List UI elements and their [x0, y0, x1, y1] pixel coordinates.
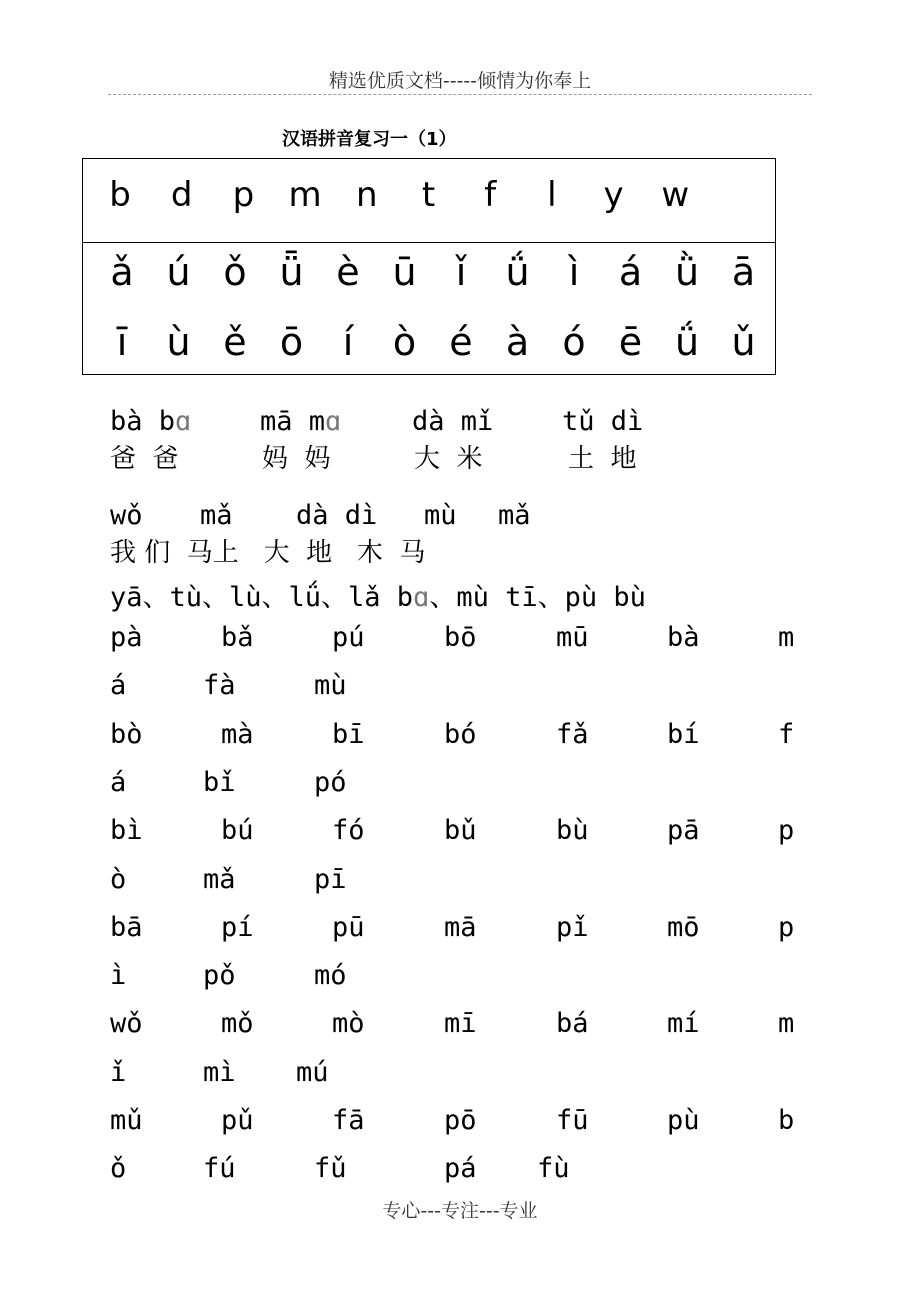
word-pinyin: tǔ dì [562, 406, 644, 437]
drill-syllable: mā [444, 911, 477, 943]
tone-cell: ú [166, 250, 191, 294]
header-divider [108, 94, 812, 95]
initial-cell: t [421, 175, 436, 215]
word-pinyin: dà mǐ [412, 406, 494, 437]
drill-syllable: mà [221, 718, 254, 750]
tone-cell: ǔ [731, 320, 756, 364]
drill-syllable: fú [203, 1153, 236, 1185]
tone-cell: ǎ [110, 250, 134, 294]
drill-syllable: á [110, 670, 127, 702]
drill-syllable: mǒ [221, 1008, 254, 1040]
word-hanzi: 大 米 [414, 444, 483, 474]
tone-cell: ó [562, 320, 586, 364]
tone-cell: ě [223, 320, 247, 364]
drill-syllable: pà [110, 622, 143, 653]
drill-syllable: bà [667, 622, 700, 653]
tone-cell: ì [568, 250, 580, 294]
word-pinyin: mā mɑ [260, 406, 342, 437]
tone-cell: ǖ [279, 250, 304, 294]
drill-syllable: m [778, 1008, 795, 1040]
initial-cell: n [356, 175, 378, 215]
drill-syllable: pǐ [556, 911, 589, 943]
line2-pinyin: dà dì [296, 500, 378, 531]
drill-syllable: fū [556, 1105, 589, 1136]
tone-cell: ī [116, 320, 128, 364]
tone-cell: í [342, 320, 354, 364]
line2-hanzi: 我 们 马上 大 地 木 马 [110, 538, 426, 568]
drill-syllable: bǔ [444, 815, 477, 847]
tone-cell: à [505, 320, 530, 364]
tone-cell: ǐ [455, 250, 467, 294]
page-footer: 专心---专注---专业 [382, 1200, 538, 1222]
word-hanzi: 爸 爸 [110, 444, 179, 474]
drill-syllable: pū [332, 911, 365, 943]
tone-cell: ù [166, 320, 191, 364]
drill-syllable: ǒ [110, 1153, 127, 1185]
tone-cell: ā [731, 250, 756, 294]
line2-pinyin: mǎ [498, 500, 531, 531]
drill-syllable: bù [556, 815, 589, 847]
drill-syllable: fǔ [314, 1153, 347, 1185]
drill-syllable: m [778, 622, 795, 653]
initial-cell: f [484, 175, 497, 215]
drill-syllable: bò [110, 718, 143, 750]
drill-syllable: f [778, 718, 795, 750]
word-hanzi: 妈 妈 [262, 444, 331, 474]
drill-syllable: fù [537, 1153, 570, 1185]
drill-syllable: pù [667, 1105, 700, 1136]
drill-syllable: b [778, 1105, 795, 1136]
drill-syllable: bǎ [221, 622, 254, 653]
drill-syllable: wǒ [110, 1008, 143, 1040]
page-title: 汉语拼音复习一（1） [282, 129, 457, 150]
drill-syllable: mǔ [110, 1105, 143, 1136]
line2-pinyin: wǒ [110, 500, 143, 531]
drill-syllable: fǎ [556, 718, 589, 750]
drill-syllable: mú [296, 1056, 329, 1088]
drill-syllable: pō [444, 1105, 477, 1136]
drill-syllable: mū [556, 622, 589, 653]
drill-syllable: p [778, 911, 795, 943]
drill-syllable: ì [110, 960, 127, 992]
line2-pinyin: mǎ [200, 500, 233, 531]
drill-syllable: pó [314, 766, 347, 798]
drill-syllable: bí [667, 718, 700, 750]
tone-cell: è [336, 250, 360, 294]
initial-cell: p [232, 175, 255, 215]
table-divider [82, 242, 776, 243]
tone-cell: ǘ [674, 320, 700, 364]
tone-cell: ō [279, 320, 304, 364]
drill-syllable: bō [444, 622, 477, 653]
drill-syllable: pǒ [203, 960, 236, 992]
drill-syllable: mò [332, 1008, 365, 1040]
drill-syllable: mí [667, 1008, 700, 1040]
drill-syllable: fā [332, 1105, 365, 1136]
drill-syllable: bú [221, 815, 254, 847]
page-header: 精选优质文档-----倾情为你奉上 [328, 70, 592, 92]
initial-cell: m [288, 175, 322, 215]
initial-cell: b [109, 175, 131, 215]
line3-pinyin: yā、tù、lù、lǘ、lǎ bɑ、mù tī、pù bù [110, 582, 646, 613]
drill-syllable: mì [203, 1056, 236, 1088]
initial-cell: d [170, 175, 193, 215]
initial-cell: y [603, 175, 624, 215]
drill-syllable: bǐ [203, 766, 236, 798]
drill-syllable: pī [314, 863, 347, 895]
drill-syllable: á [110, 766, 127, 798]
drill-syllable: ò [110, 863, 127, 895]
drill-syllable: bó [444, 718, 477, 750]
drill-syllable: bì [110, 815, 143, 847]
drill-syllable: bā [110, 911, 143, 943]
drill-syllable: mǎ [203, 863, 236, 895]
tone-cell: á [618, 250, 643, 294]
word-pinyin: bà bɑ [110, 406, 192, 437]
drill-syllable: fó [332, 815, 365, 847]
drill-syllable: pá [444, 1153, 477, 1185]
tone-cell: ò [392, 320, 417, 364]
drill-syllable: mù [314, 670, 347, 702]
line2-pinyin: mù [424, 500, 457, 531]
drill-syllable: pí [221, 911, 254, 943]
word-hanzi: 土 地 [568, 444, 637, 474]
drill-syllable: pā [667, 815, 700, 847]
drill-syllable: pǔ [221, 1105, 254, 1136]
drill-syllable: mó [314, 960, 347, 992]
tone-cell: ē [618, 320, 643, 364]
drill-syllable: bī [332, 718, 365, 750]
initial-cell: w [661, 175, 690, 215]
tone-cell: ǒ [223, 250, 247, 294]
initial-cell: l [547, 175, 557, 215]
drill-syllable: p [778, 815, 795, 847]
tone-cell: ū [392, 250, 417, 294]
drill-syllable: ǐ [110, 1056, 127, 1088]
drill-syllable: pú [332, 622, 365, 653]
drill-syllable: mō [667, 911, 700, 943]
tone-cell: ǜ [674, 250, 700, 294]
drill-syllable: fà [203, 670, 236, 702]
drill-syllable: bá [556, 1008, 589, 1040]
drill-syllable: mī [444, 1008, 477, 1040]
tone-cell: ǘ [505, 250, 530, 294]
tone-cell: é [449, 320, 473, 364]
